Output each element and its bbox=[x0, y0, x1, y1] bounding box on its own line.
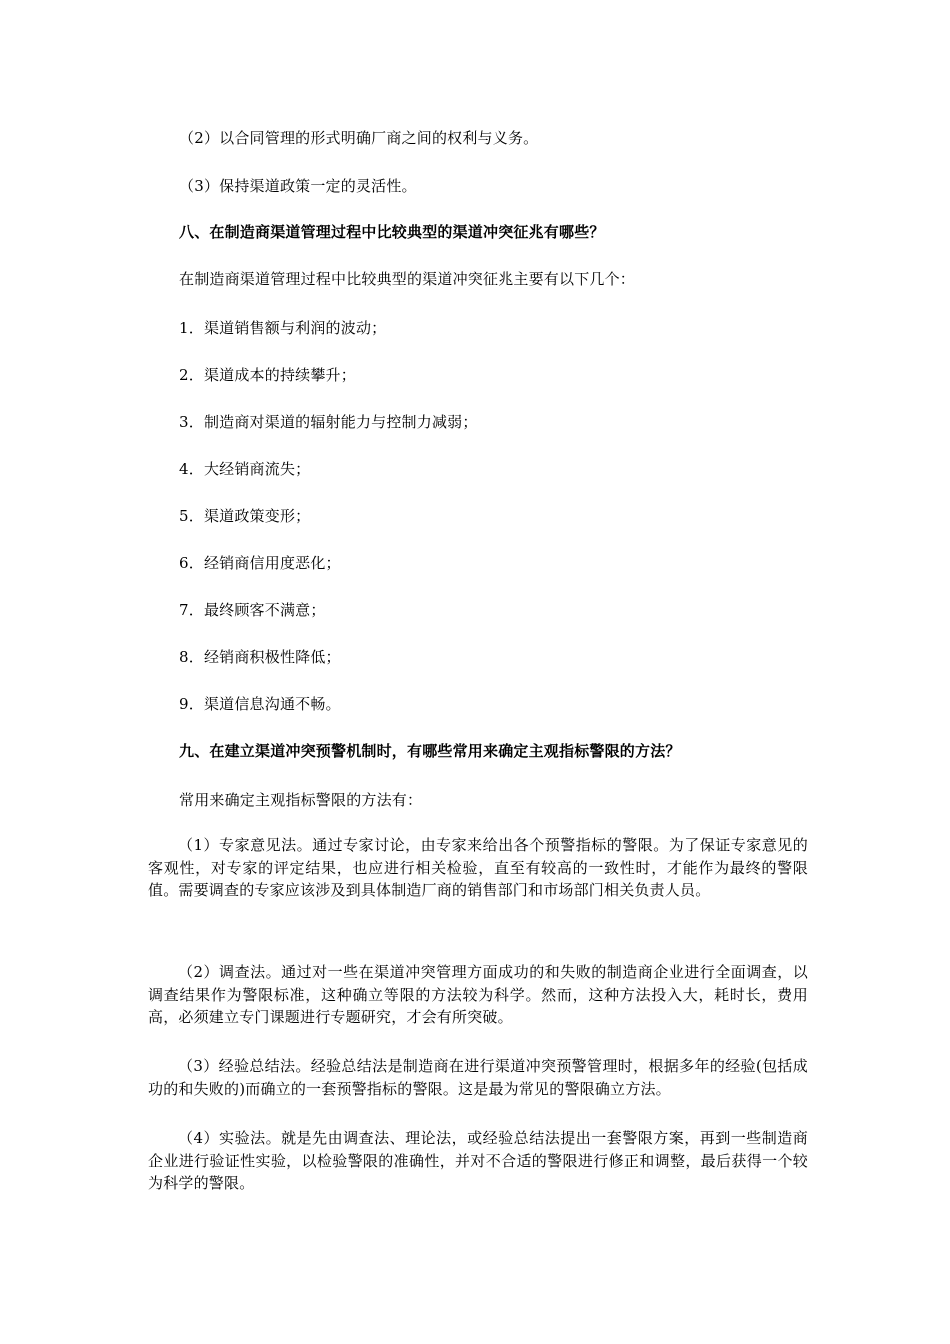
method-experience-paragraph: （3）经验总结法。经验总结法是制造商在进行渠道冲突预警管理时，根据多年的经验(包括成功的和失败的)而确立的一套预警指标的警限。这是最为常见的警限确立方法。 bbox=[148, 1057, 808, 1098]
list-item-4: 4．大经销商流失； bbox=[179, 460, 311, 478]
list-item-2: 2．渠道成本的持续攀升； bbox=[179, 366, 356, 384]
method-experiment-paragraph: （4）实验法。就是先由调查法、理论法，或经验总结法提出一套警限方案，再到一些制造商企业进行验证性实验，以检验警限的准确性，并对不合适的警限进行修正和调整，最后获得一个较为科学的警限。 bbox=[148, 1129, 808, 1192]
list-item-8: 8．经销商积极性降低； bbox=[179, 648, 341, 666]
section-8-heading: 八、在制造商渠道管理过程中比较典型的渠道冲突征兆有哪些？ bbox=[179, 223, 605, 241]
list-item-9: 9．渠道信息沟通不畅。 bbox=[179, 695, 341, 713]
section-9-intro: 常用来确定主观指标警限的方法有： bbox=[179, 791, 423, 809]
list-item-7: 7．最终顾客不满意； bbox=[179, 601, 326, 619]
list-item-5: 5．渠道政策变形； bbox=[179, 507, 311, 525]
list-item-1: 1．渠道销售额与利润的波动； bbox=[179, 319, 387, 337]
section-9-heading: 九、在建立渠道冲突预警机制时，有哪些常用来确定主观指标警限的方法？ bbox=[179, 742, 681, 760]
method-survey-paragraph: （2）调查法。通过对一些在渠道冲突管理方面成功的和失败的制造商企业进行全面调查，以调查结果作为警限标准，这种确立等限的方法较为科学。然而，这种方法投入大，耗时长，费用高，必须建立专门课题进行专题研究，才会有所突破。 bbox=[148, 963, 808, 1026]
measure-3-line: （3）保持渠道政策一定的灵活性。 bbox=[179, 177, 417, 195]
section-8-intro: 在制造商渠道管理过程中比较典型的渠道冲突征兆主要有以下几个： bbox=[179, 270, 636, 288]
list-item-6: 6．经销商信用度恶化； bbox=[179, 554, 341, 572]
measure-2-line: （2）以合同管理的形式明确厂商之间的权利与义务。 bbox=[179, 129, 539, 147]
method-expert-paragraph: （1）专家意见法。通过专家讨论，由专家来给出各个预警指标的警限。为了保证专家意见的客观性，对专家的评定结果，也应进行相关检验，直至有较高的一致性时，才能作为最终的警限值。需要调查的专家应该涉及到具体制造厂商的销售部门和市场部门相关负责人员。 bbox=[148, 836, 808, 899]
list-item-3: 3．制造商对渠道的辐射能力与控制力减弱； bbox=[179, 413, 478, 431]
